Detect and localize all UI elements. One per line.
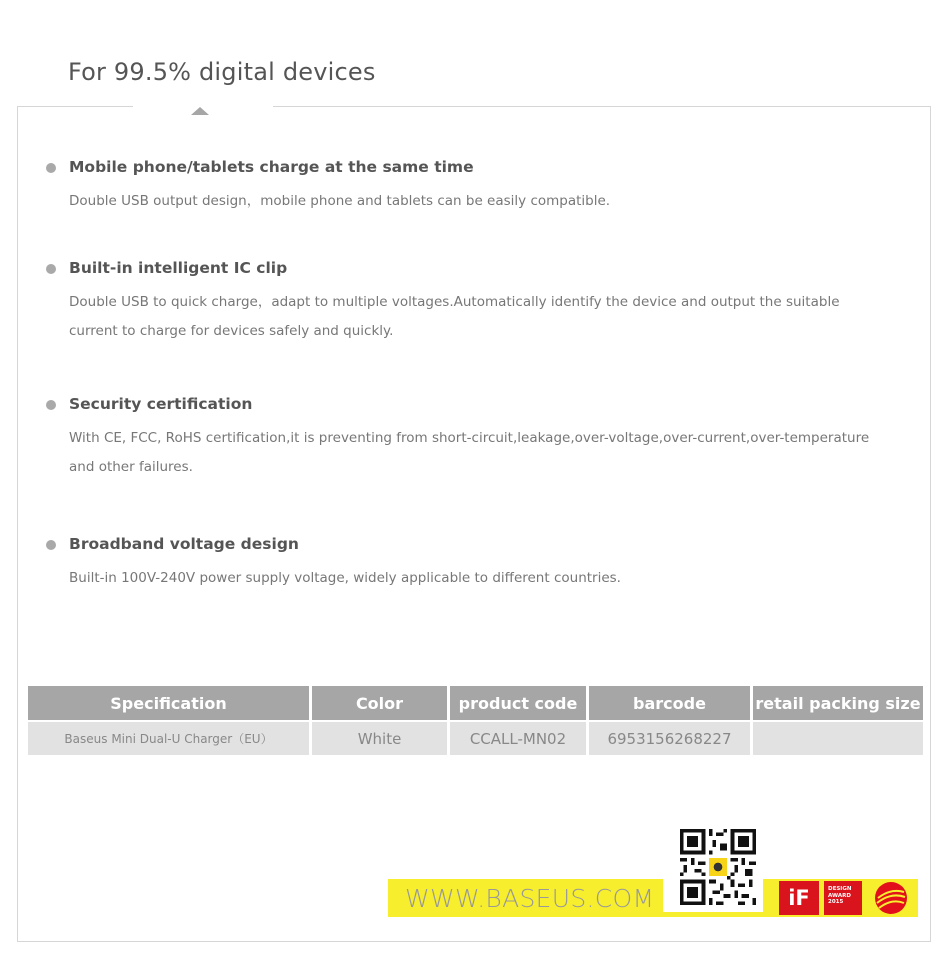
header-product-code: product code bbox=[450, 686, 589, 722]
award-line: AWARD bbox=[828, 892, 851, 899]
feature-title: Security certification bbox=[69, 395, 253, 413]
feature-title: Broadband voltage design bbox=[69, 535, 299, 553]
website-link[interactable]: WWW.BASEUS.COM bbox=[405, 884, 655, 913]
pointer-arrow-icon bbox=[191, 107, 209, 115]
feature-item bbox=[46, 395, 896, 482]
feature-description: Built-in 100V-240V power supply voltage, widely applicable to different countries. bbox=[69, 570, 621, 586]
feature-title: Built-in intelligent IC clip bbox=[69, 259, 288, 277]
cell-product-code: CCALL-MN02 bbox=[450, 722, 589, 755]
cell-specification: Baseus Mini Dual-U Charger（EU） bbox=[28, 722, 312, 755]
design-award-badge bbox=[824, 881, 862, 915]
feature-description: Double USB output design，mobile phone and tablets can be easily compatible. bbox=[69, 193, 611, 209]
header-retail-packing-size: retail packing size bbox=[753, 686, 923, 722]
page-title: For 99.5% digital devices bbox=[68, 58, 376, 86]
header-specification: Specification bbox=[28, 686, 312, 722]
feature-item bbox=[46, 158, 896, 216]
table-row bbox=[28, 722, 923, 755]
award-line: DESIGN bbox=[828, 886, 852, 892]
feature-description: Double USB to quick charge，adapt to multiple voltages.Automatically identify the device and output the suitable current to charge for devices safely and quickly. bbox=[69, 294, 840, 339]
bullet-icon bbox=[46, 264, 56, 274]
bullet-icon bbox=[46, 400, 56, 410]
bullet-icon bbox=[46, 163, 56, 173]
cell-color: White bbox=[312, 722, 450, 755]
feature-title: Mobile phone/tablets charge at the same time bbox=[69, 158, 474, 176]
red-dot-award-logo bbox=[871, 879, 911, 917]
cell-retail-packing-size bbox=[753, 722, 923, 755]
feature-item bbox=[46, 259, 896, 346]
header-color: Color bbox=[312, 686, 450, 722]
bullet-icon bbox=[46, 540, 56, 550]
if-design-award-logo bbox=[779, 881, 819, 915]
feature-description: With CE, FCC, RoHS certification,it is preventing from short-circuit,leakage,over-voltage,over-current,over-temperature and other failures. bbox=[69, 430, 870, 475]
cell-barcode: 6953156268227 bbox=[589, 722, 753, 755]
content-frame bbox=[17, 106, 931, 942]
qr-code-icon bbox=[680, 829, 756, 905]
feature-item bbox=[46, 535, 896, 593]
header-barcode: barcode bbox=[589, 686, 753, 722]
spec-table bbox=[28, 686, 923, 755]
award-line: 2015 bbox=[828, 899, 844, 905]
if-logo-text: iF bbox=[788, 886, 810, 910]
spec-header-row bbox=[28, 686, 923, 722]
